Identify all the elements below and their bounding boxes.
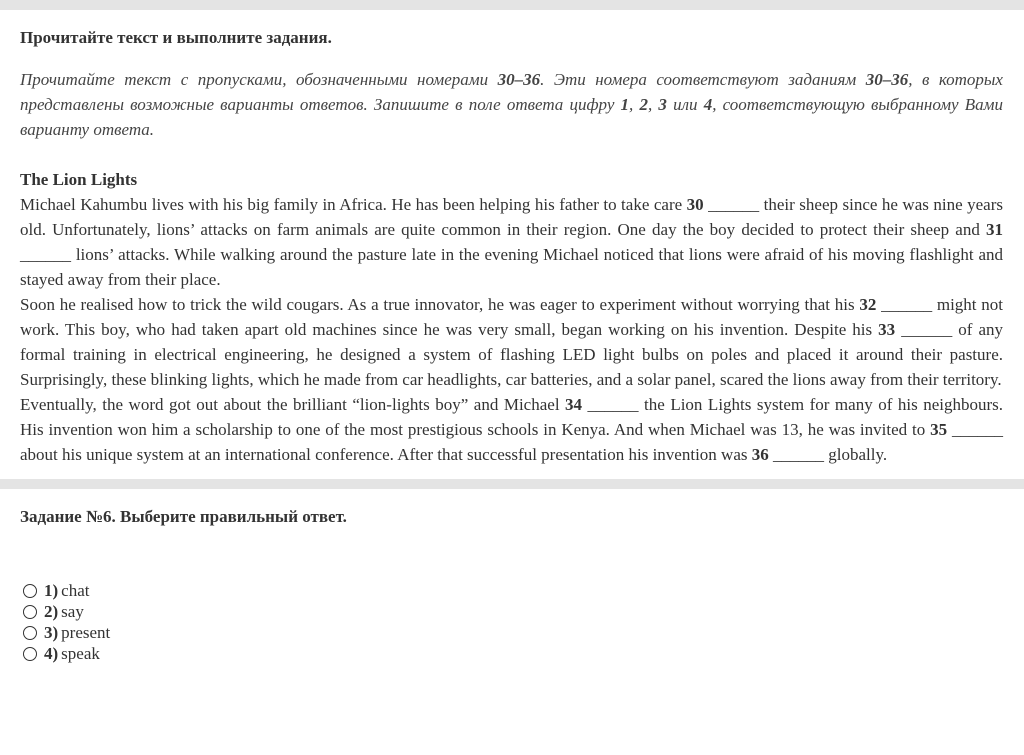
option-label: present [61,623,111,642]
paragraph-3 [20,392,1003,467]
answer-options [20,580,1003,664]
paragraph-text: ______ about his unique system at an international conference. After that successful presentation his invention was [20,420,1003,464]
gap-number: 36 [751,445,769,464]
section-heading: Прочитайте текст и выполните задания. [20,28,332,47]
paragraph-text: Michael Kahumbu lives with his big family in Africa. He has been helping his father to take care [20,195,687,214]
paragraph-text: ______ their sheep since he was nine years old. Unfortunately, lions’ attacks on farm animals are quite common in their region. One day the boy decided to protect their sheep and [20,195,1003,239]
option-number: 4) [44,644,59,663]
option-3[interactable] [20,622,1003,643]
paragraph-text: ______ of any formal training in electrical engineering, he designed a system of flashing LED light bulbs on poles and placed it around their pasture. Surprisingly, these blinking lights, which he made from car headlights, car batteries, and a solar panel, scared the lions away from their territory. [20,320,1003,389]
paragraph-text: ______ globally. [768,445,888,464]
option-number: 1) [44,581,59,600]
instructions-digit: 1 [620,95,630,114]
instructions-text: . Эти номера соответствуют заданиям [540,70,866,89]
instructions-text: или [666,95,704,114]
option-1[interactable] [20,580,1003,601]
instructions-digit: 3 [658,95,667,114]
gap-number: 32 [859,295,877,314]
section-divider [0,479,1024,489]
text-title: The Lion Lights [20,170,138,189]
option-number: 3) [44,623,59,642]
radio-button[interactable] [23,626,37,640]
radio-button[interactable] [23,584,37,598]
paragraph-2 [20,292,1003,392]
instructions-range: 30–36 [865,70,909,89]
instructions-range: 30–36 [497,70,541,89]
instructions-text: , [629,95,640,114]
instructions-digit: 4 [703,95,713,114]
instructions-text: , соответствующую выбранному Вами варианту ответа. [20,95,1004,139]
option-label: speak [61,644,100,663]
instructions-text: , в которых представлены возможные варианты ответов. Запишите в поле ответа цифру [20,70,1003,114]
paragraph-text: Eventually, the word got out about the brilliant “lion-lights boy” and Michael [20,395,566,414]
gap-number: 30 [686,195,704,214]
reading-section [0,10,1024,467]
option-2[interactable] [20,601,1003,622]
paragraph-text: Soon he realised how to trick the wild cougars. As a true innovator, he was eager to experiment without worrying that his [20,295,860,314]
option-label: say [61,602,84,621]
option-label: chat [61,581,90,600]
radio-button[interactable] [23,605,37,619]
paragraph-text: ______ the Lion Lights system for many of his neighbours. His invention won him a scholarship to one of the most prestigious schools in Kenya. And when Michael was 13, he was invited to [20,395,1003,439]
instructions-text: , [647,95,659,114]
task-section [0,489,1024,664]
gap-number: 33 [878,320,896,339]
instructions-text: Прочитайте текст с пропусками, обозначенными номерами [20,70,498,89]
paragraph-text: ______ might not work. This boy, who had taken apart old machines since he was very small, began working on his invention. Despite his [20,295,1003,339]
paragraph-text: ______ lions’ attacks. While walking around the pasture late in the evening Michael noticed that lions were afraid of his moving flashlight and stayed away from their place. [20,245,1003,289]
top-divider [0,0,1024,10]
option-number: 2) [44,602,59,621]
gap-number: 35 [930,420,948,439]
instructions-digit: 2 [639,95,648,114]
task-title: Задание №6. Выберите правильный ответ. [20,507,347,526]
radio-button[interactable] [23,647,37,661]
instructions [20,67,1003,142]
gap-number: 34 [565,395,583,414]
option-4[interactable] [20,643,1003,664]
paragraph-1 [20,192,1003,292]
gap-number: 31 [986,220,1003,239]
